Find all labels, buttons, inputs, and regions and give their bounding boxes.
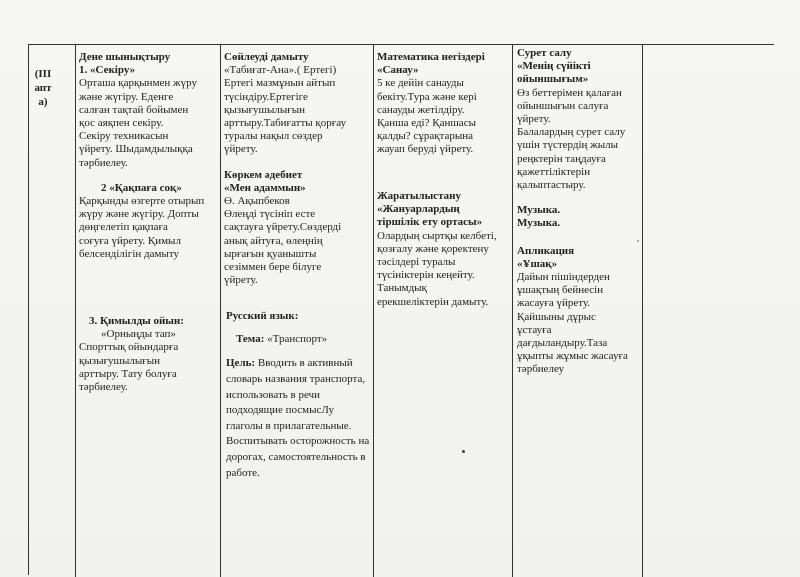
text-line: қалды? сұрақтарына	[377, 130, 474, 143]
subject-title: Жаратылыстану	[377, 190, 461, 202]
text-line: тәрбиелеу.	[79, 381, 128, 394]
text-line: ұшақтың бейнесін	[517, 284, 604, 297]
mathematics-cell	[377, 51, 511, 157]
week-label: (ІІІ апт а)	[34, 68, 52, 108]
text-line: 5 ке дейін санауды	[377, 77, 464, 90]
natural-science-cell	[377, 190, 511, 309]
text-line: дағдыландыру.Таза	[517, 337, 608, 350]
activity-title: 1. «Секіру»	[79, 64, 136, 77]
subject-title: Дене шынықтыру	[79, 51, 171, 63]
text-line: қызығушылығын	[79, 354, 161, 367]
speech-development-cell	[224, 51, 372, 287]
text-line: сезіммен бере білуге	[224, 261, 322, 274]
text-line: Балалардың сурет салу	[517, 126, 626, 139]
text-line: қызығушылығын	[224, 103, 306, 116]
goal-line: Цель: Вводить в активный	[226, 357, 353, 370]
lesson-theme: Тема: «Транспорт»	[236, 333, 328, 346]
text-line: үйрету. Шыдамдылыққа	[79, 143, 193, 156]
scan-speck	[637, 240, 639, 242]
subject-title: Сөйлеуді дамыту	[224, 51, 309, 63]
text-line: Дайын пішіндерден	[517, 271, 610, 284]
subject-title: Көркем әдебиет	[224, 168, 303, 181]
text-line: ерекшеліктерін дамыту.	[377, 295, 489, 308]
text-line: жауап беруді үйрету.	[377, 143, 474, 156]
music-label: Музыка.	[517, 204, 561, 217]
activity-title: тіршілік ету ортасы»	[377, 216, 483, 229]
activity-title: «Менің сүйікті	[517, 60, 591, 73]
text-line: қажеттіліктерін	[517, 165, 591, 178]
text-line: түсіндіру.Ертегіге	[224, 90, 308, 103]
text-line: тәрбиелеу.	[79, 156, 128, 169]
goal-line: глаголы в прилагательные.	[226, 419, 352, 432]
outdoor-game-cell	[79, 315, 219, 394]
text-line: соғуға үйрету. Қимыл	[79, 234, 181, 247]
goal-line: дорогах, самостоятельность в	[226, 450, 366, 463]
text-line: тәсілдері туралы	[377, 256, 456, 269]
text-line: анық айтуға, өлеңнің	[224, 234, 323, 247]
text-line: туралы нақыл сөздер	[224, 130, 323, 143]
text-line: Спорттық ойындарға	[79, 341, 179, 354]
text-line: ойыншығын салуға	[517, 99, 609, 112]
text-line: үйрету.	[517, 113, 551, 126]
activity-title: «Ұшақ»	[517, 257, 558, 270]
text-line: дөңгелетіп қақпаға	[79, 221, 168, 234]
activity-title: 2 «Қақпаға соқ»	[101, 181, 182, 194]
subject-title: Математика негіздері	[377, 51, 485, 63]
subject-title: Русский язык:	[226, 310, 299, 322]
text-line: ұстауға	[517, 323, 552, 336]
text-line: санауды жетілдіру.	[377, 103, 465, 116]
art-cell	[517, 47, 641, 377]
goal-line: словарь названия транспорта,	[226, 373, 366, 385]
text-line: тәрбиелеу	[517, 363, 565, 376]
game-name: «Орныңды тап»	[101, 328, 176, 341]
text-line: және жүгіру. Еденге	[79, 90, 174, 103]
text-line: реңктерін таңдауға	[517, 152, 606, 165]
text-line: үйрету.	[224, 274, 258, 287]
text-line: арттыру.Табиғатты қорғау	[224, 117, 347, 130]
text-line: салған тақтай бойымен	[79, 103, 189, 116]
column-divider	[642, 44, 643, 577]
activity-title: «Санау»	[377, 64, 419, 77]
text-line: Ө. Ақыпбеков	[224, 195, 290, 208]
goal-line: работе.	[226, 466, 260, 479]
text-line: Ертегі мазмұнын айтып	[224, 77, 336, 90]
text-line: Секіру техникасын	[79, 130, 169, 143]
activity-title: 3. Қимылды ойын:	[89, 315, 184, 327]
text-line: Қарқынды өзгерте отырып	[79, 195, 205, 208]
text-line: Танымдық	[377, 282, 427, 295]
text-line: Өз беттерімен қалаған	[517, 86, 622, 99]
column-divider	[512, 44, 513, 577]
physical-education-cell	[79, 51, 219, 261]
column-divider	[75, 44, 76, 577]
activity-title: «Жануарлардың	[377, 203, 460, 216]
text-line: Орташа қарқынмен жүру	[79, 77, 198, 90]
text-line: түсініктерін кеңейту.	[377, 269, 475, 282]
text-line: Қанша еді? Қаншасы	[377, 117, 476, 130]
column-divider	[220, 44, 221, 577]
text-line: үшін түстердің жылы	[517, 139, 619, 152]
text-line: белсенділігін дамыту	[79, 247, 180, 260]
text-line: сақтауға үйрету.Сөздерді	[224, 221, 342, 234]
scan-speck	[462, 450, 465, 453]
subject-title: Апликация	[517, 244, 575, 257]
goal-line: Воспитывать осторожность на	[226, 435, 370, 448]
text-line: жүру және жүгіру. Допты	[79, 208, 199, 221]
text-line: арттыру. Тату болуға	[79, 367, 177, 380]
russian-language-cell	[226, 310, 374, 481]
text-line: Өлеңді түсініп есте	[224, 208, 316, 221]
text-line: қозғалу және қоректену	[377, 242, 489, 255]
goal-line: использовать в речи	[226, 388, 320, 401]
music-label: Музыка.	[517, 217, 561, 230]
goal-line: подходящие посмысЛу	[226, 404, 335, 417]
activity-title: ойыншығым»	[517, 73, 589, 86]
text-line: жасауға үйрету.	[517, 297, 591, 310]
text-line: қалыптастыру.	[517, 179, 586, 192]
text-line: ұқыпты жұмыс жасауға	[517, 350, 628, 363]
text-line: қос аяқпен секіру.	[79, 117, 164, 130]
text-line: үйрету.	[224, 143, 258, 156]
text-line: «Табиғат-Ана».( Ертегі)	[224, 64, 337, 77]
subject-title: Сурет салу	[517, 47, 572, 59]
text-line: ырғағын қуанышты	[224, 247, 317, 260]
text-line: Қайшыны дұрыс	[517, 310, 596, 323]
text-line: Олардың сыртқы келбеті,	[377, 229, 497, 242]
text-line: бекіту.Тура және кері	[377, 90, 477, 103]
activity-title: «Мен адаммын»	[224, 181, 306, 194]
